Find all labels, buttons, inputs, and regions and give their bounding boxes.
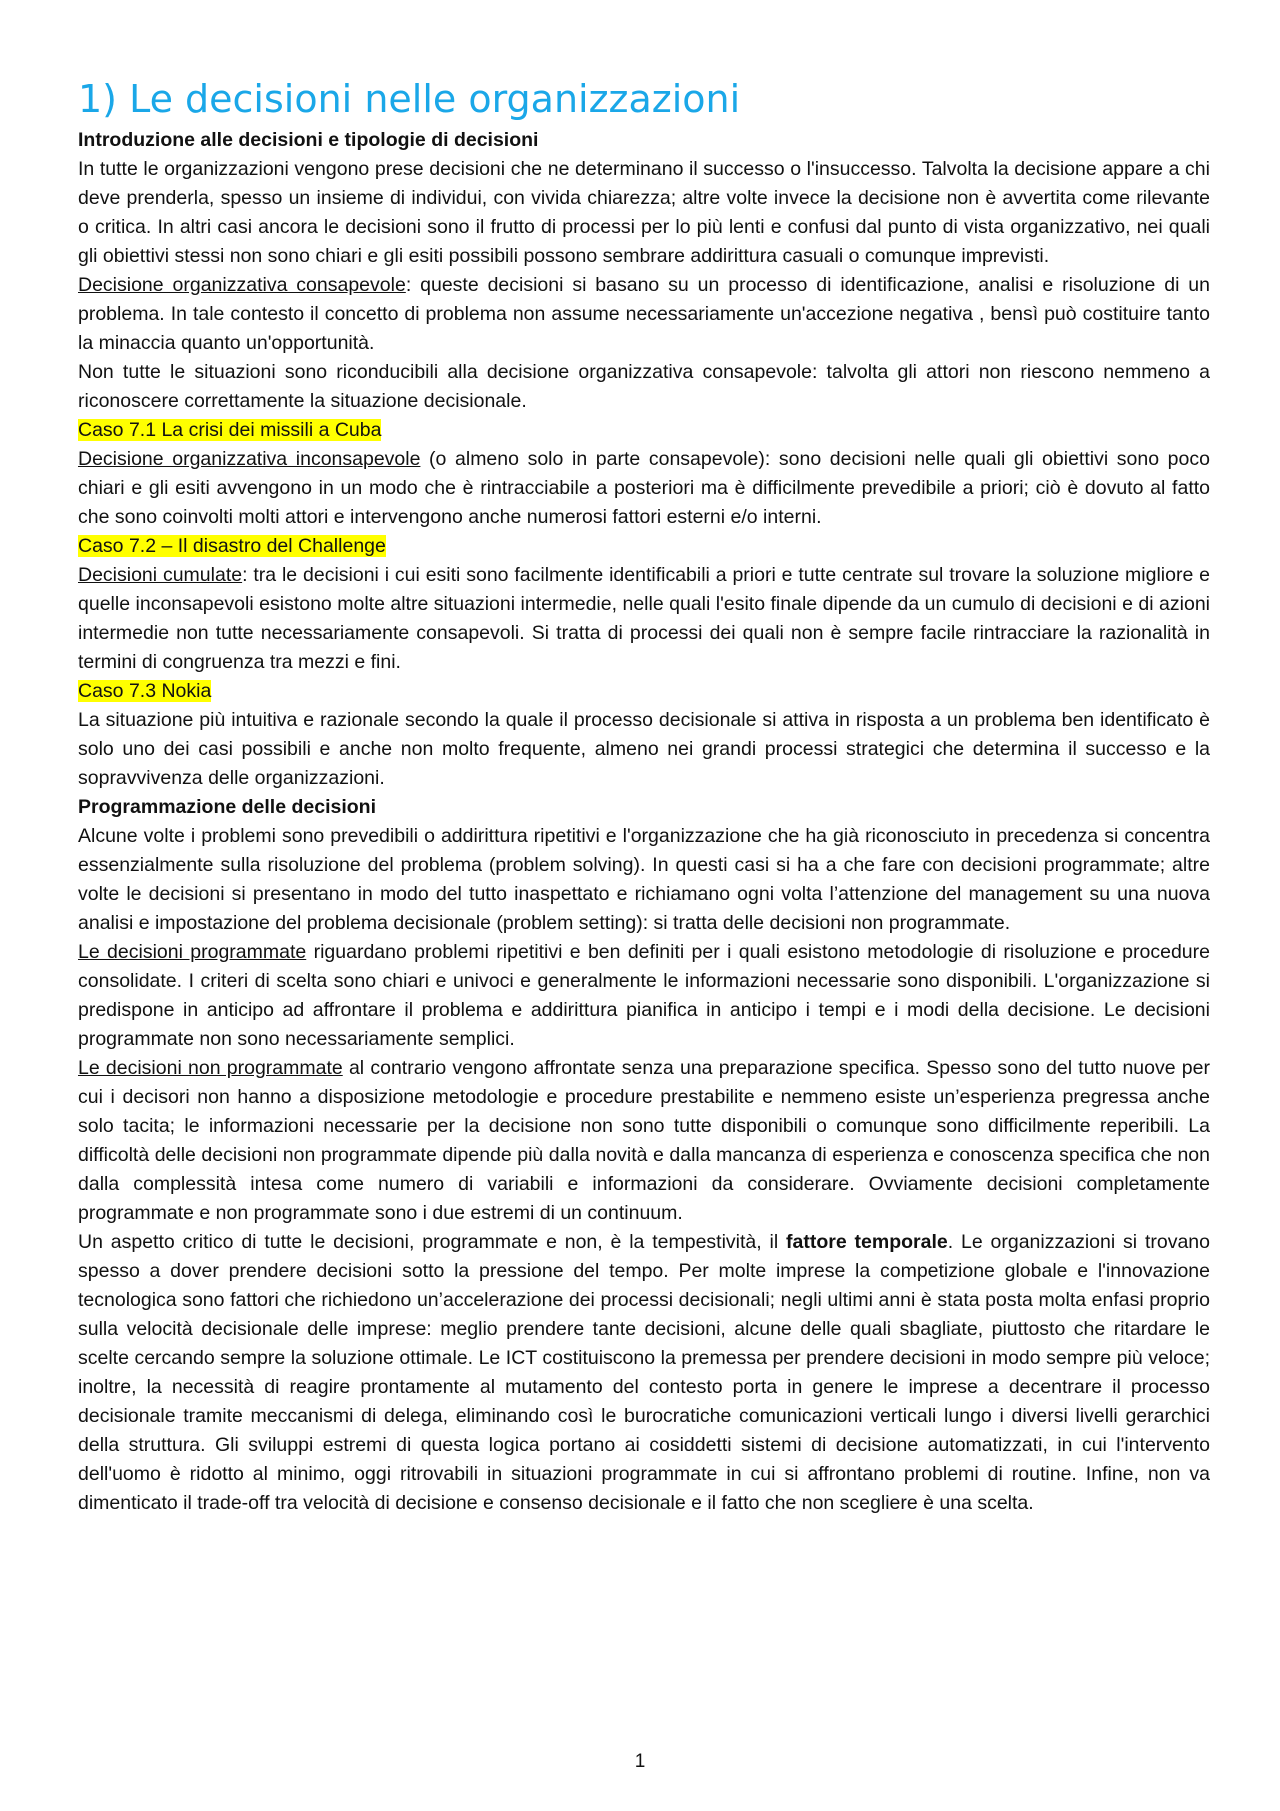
term-programmate: Le decisioni programmate bbox=[78, 941, 307, 963]
term-inconsapevole: Decisione organizzativa inconsapevole bbox=[78, 448, 421, 470]
paragraph-programmazione-intro: Alcune volte i problemi sono prevedibili o addirittura ripetitivi e l'organizzazione che ha già riconosciuto in precedenza si concentra essenzialmente sulla risoluzione del problema (problem solving). In questi casi si ha a che fare con decisioni programmate; altre volte le decisioni si presentano in modo del tutto inaspettato e richiamano ogni volta l’attenzione del management su una nuova analisi e impostazione del problema decisionale (problem setting): si tratta delle decisioni non programmate. bbox=[78, 825, 1210, 934]
term-consapevole: Decisione organizzativa consapevole bbox=[78, 274, 406, 296]
text-aspetto-before: Un aspetto critico di tutte le decisioni, programmate e non, è la tempestività, il bbox=[78, 1231, 787, 1253]
text-cumulate: : tra le decisioni i cui esiti sono facilmente identificabili a priori e tutte centrate sul trovare la soluzione migliore e quelle inconsapevoli esistono molte altre situazioni intermedie, nelle quali l'esito finale dipende da un cumulo di decisioni e di azioni intermedie non tutte necessariamente consapevoli. Si tratta di processi dei quali non è sempre facile rintracciare la razionalità in termini di congruenza tra mezzi e fini. bbox=[78, 564, 1210, 673]
section-heading-programmazione: Programmazione delle decisioni bbox=[78, 796, 377, 818]
term-fattore-temporale: fattore temporale bbox=[786, 1231, 948, 1253]
paragraph-cumulate bbox=[78, 561, 1210, 677]
term-non-programmate: Le decisioni non programmate bbox=[78, 1057, 343, 1079]
section-heading-intro: Introduzione alle decisioni e tipologie di decisioni bbox=[78, 129, 539, 151]
paragraph-intro: In tutte le organizzazioni vengono prese decisioni che ne determinano il successo o l'insuccesso. Talvolta la decisione appare a chi deve prenderla, spesso un insieme di individui, con vivida chiarezza; altre volte invece la decisione non è avvertita come rilevante o critica. In altri casi ancora le decisioni sono il frutto di processi per lo più lenti e confusi dal punto di vista organizzativo, nei quali gli obiettivi stessi non sono chiari e gli esiti possibili possono sembrare addirittura casuali o comunque imprevisti. bbox=[78, 158, 1210, 267]
case-7-2-highlight: Caso 7.2 – Il disastro del Challenge bbox=[78, 535, 386, 557]
page-number: 1 bbox=[634, 1751, 646, 1772]
case-7-3-highlight: Caso 7.3 Nokia bbox=[78, 680, 212, 702]
text-inconsapevole: (o almeno solo in parte consapevole): sono decisioni nelle quali gli obiettivi sono poco chiari e gli esiti avvengono in un modo che è rintracciabile a posteriori ma è difficilmente prevedibile a priori; ciò è dovuto al fatto che sono coinvolti molti attori e intervengono anche numerosi fattori esterni e/o interni. bbox=[78, 448, 1210, 528]
term-cumulate: Decisioni cumulate bbox=[78, 564, 243, 586]
page-title: 1) Le decisioni nelle organizzazioni bbox=[78, 77, 741, 121]
paragraph-aspetto-critico bbox=[78, 1228, 1210, 1518]
case-7-3-line bbox=[78, 677, 1210, 706]
paragraph-situazione: La situazione più intuitiva e razionale secondo la quale il processo decisionale si attiva in risposta a un problema ben identificato è solo uno dei casi possibili e anche non molto frequente, almeno nei grandi processi strategici che determina il successo e la sopravvivenza delle organizzazioni. bbox=[78, 709, 1210, 789]
case-7-2-line bbox=[78, 532, 1210, 561]
paragraph-inconsapevole bbox=[78, 445, 1210, 532]
text-consapevole: : queste decisioni si basano su un processo di identificazione, analisi e risoluzione di un problema. In tale contesto il concetto di problema non assume necessariamente un'accezione negativa , bensì può costituire tanto la minaccia quanto un'opportunità. bbox=[78, 274, 1210, 354]
paragraph-consapevole bbox=[78, 271, 1210, 358]
text-programmate: riguardano problemi ripetitivi e ben definiti per i quali esistono metodologie di risoluzione e procedure consolidate. I criteri di scelta sono chiari e univoci e generalmente le informazioni necessarie sono disponibili. L'organizzazione si predispone in anticipo ad affrontare il problema e addirittura pianifica in anticipo i tempi e i modi della decisione. Le decisioni programmate non sono necessariamente semplici. bbox=[78, 941, 1210, 1050]
text-non-programmate: al contrario vengono affrontate senza una preparazione specifica. Spesso sono del tutto nuove per cui i decisori non hanno a disposizione metodologie e procedure prestabilite e nemmeno esiste un’esperienza pregressa anche solo tacita; le informazioni necessarie per la decisione non sono tutte disponibili o comunque sono difficilmente reperibili. La difficoltà delle decisioni non programmate dipende più dalla novità e dalla mancanza di esperienza e conoscenza specifica che non dalla complessità intesa come numero di variabili e informazioni da considerare. Ovviamente decisioni completamente programmate e non programmate sono i due estremi di un continuum. bbox=[78, 1057, 1210, 1224]
paragraph-non-tutte: Non tutte le situazioni sono riconducibili alla decisione organizzativa consapevole: talvolta gli attori non riescono nemmeno a riconoscere correttamente la situazione decisionale. bbox=[78, 361, 1210, 412]
paragraph-non-programmate bbox=[78, 1054, 1210, 1228]
case-7-1-line bbox=[78, 416, 1210, 445]
text-aspetto-after: . Le organizzazioni si trovano spesso a dover prendere decisioni sotto la pressione del tempo. Per molte imprese la competizione globale e l'innovazione tecnologica sono fattori che richiedono un’accelerazione dei processi decisionali; negli ultimi anni è stata posta molta enfasi proprio sulla velocità decisionale delle imprese: meglio prendere tante decisioni, alcune delle quali sbagliate, piuttosto che ritardare le scelte cercando sempre la soluzione ottimale. Le ICT costituiscono la premessa per prendere decisioni in modo sempre più veloce; inoltre, la necessità di reagire prontamente al mutamento del contesto porta in genere le imprese a decentrare il processo decisionale tramite meccanismi di delega, eliminando così le burocratiche comunicazioni verticali lungo i diversi livelli gerarchici della struttura. Gli sviluppi estremi di questa logica portano ai cosiddetti sistemi di decisione automatizzati, in cui l'intervento dell'uomo è ridotto al minimo, oggi ritrovabili in situazioni programmate in cui si affrontano problemi di routine. Infine, non va dimenticato il trade-off tra velocità di decisione e consenso decisionale e il fatto che non scegliere è una scelta. bbox=[78, 1231, 1210, 1514]
case-7-1-highlight: Caso 7.1 La crisi dei missili a Cuba bbox=[78, 419, 382, 441]
paragraph-programmate bbox=[78, 938, 1210, 1054]
document-page bbox=[78, 74, 1210, 1518]
